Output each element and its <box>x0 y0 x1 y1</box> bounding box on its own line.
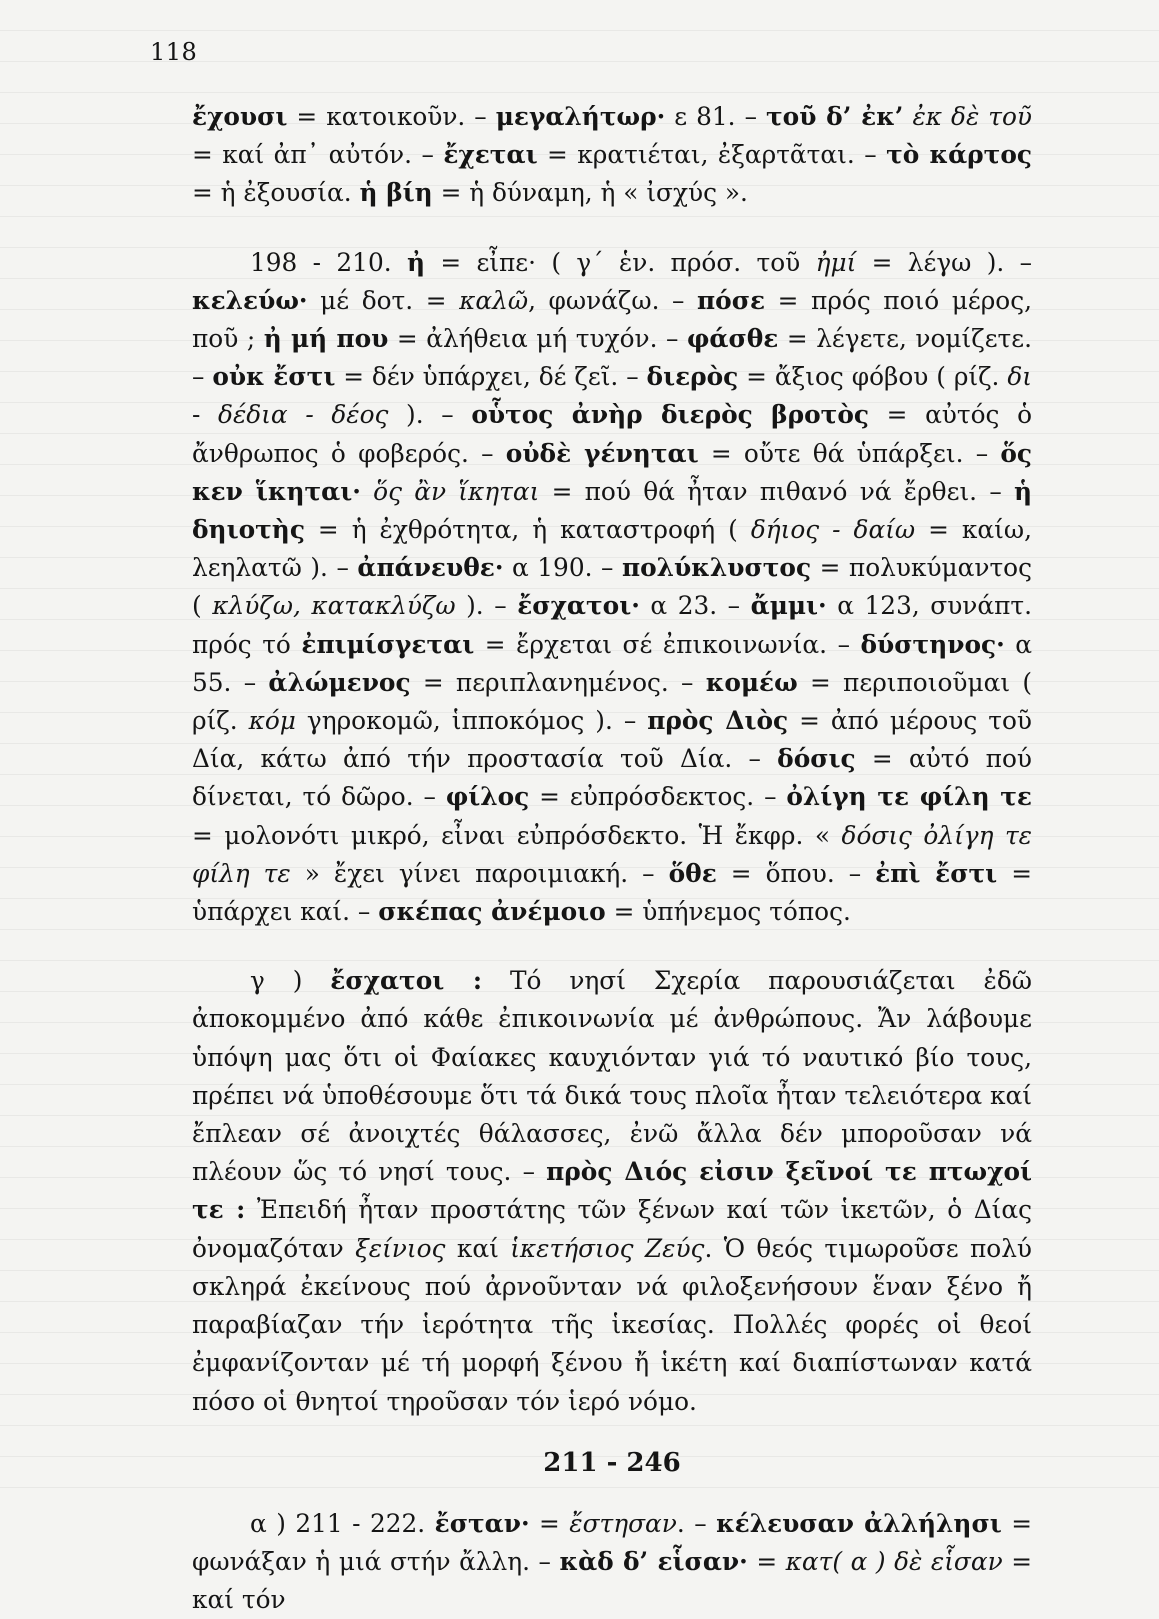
paragraph-1: ἔχουσι = κατοικοῦν. – μεγαλήτωρ· ε 81. – τοῦ δ’ ἐκ’ ἐκ δὲ τοῦ = καί ἀπ᾽ αὐτόν. – ἔχεται = κρατιέται, ἐξαρτᾶται. – τὸ κάρτος = ἡ ἐξουσία. ἡ βίη = ἡ δύναμη, ἡ « ἰσχύς ». <box>192 102 1032 208</box>
bold-term: ἠ <box>406 247 425 277</box>
bold-term: δύστηνος· <box>860 629 1005 659</box>
bold-term: ὅς κεν ἵκηται· <box>192 438 1032 506</box>
bold-term: μεγαλήτωρ· <box>495 102 666 131</box>
paragraph-4: α ) 211 - 222. ἔσταν· = ἔστησαν. – κέλευσαν ἀλλήλησι = φωνάξαν ἡ μιά στήν ἄλλη. – κὰδ δ’ εἷσαν· = κατ( α ) δὲ εἷσαν = καί τόν <box>192 1508 1032 1615</box>
italic-term: ἱκετήσιος Ζεύς <box>510 1233 705 1263</box>
bold-term: φίλος <box>445 782 530 812</box>
bold-term: ἔσχατοι : <box>330 966 483 996</box>
bold-term: φάσθε <box>686 324 779 354</box>
italic-term: κλύζω, κατακλύζω <box>212 591 456 621</box>
bold-term: ἔσχατοι· <box>517 591 640 621</box>
italic-term: ὅς ἂν ἵκηται <box>373 476 540 506</box>
main-text <box>192 98 1032 1619</box>
bold-term: πρὸς Διὸς <box>647 706 789 736</box>
bold-term: οὐδὲ γένηται <box>505 438 699 468</box>
bold-term: ἄμμι· <box>750 591 827 621</box>
bold-term: πολύκλυστος <box>621 553 812 583</box>
bold-term: ἡ δηιοτὴς <box>192 476 1033 545</box>
bold-term: πόσε <box>697 285 766 315</box>
bold-term: τοῦ δ’ ἐκ’ <box>765 102 904 131</box>
section-heading: 211 - 246 <box>543 1447 681 1478</box>
paragraph-gap <box>192 213 1032 244</box>
italic-term: καλῶ <box>459 285 529 315</box>
bold-term: ἀπάνευθε· <box>357 553 504 583</box>
italic-term: ξείνιος <box>355 1233 446 1263</box>
bold-term: ὀλίγη τε φίλη τε <box>786 782 1032 812</box>
bold-term: ἐπιμίσγεται <box>301 629 475 659</box>
bold-term: οὐκ ἔστι <box>212 362 336 392</box>
bold-term: κελεύω· <box>192 285 308 315</box>
paragraph-gap <box>192 931 1032 962</box>
bold-term: κομέω <box>705 667 798 697</box>
bold-term: ἔχεται <box>443 140 538 170</box>
italic-term: ἔστησαν <box>569 1508 677 1538</box>
italic-term: ἐκ δὲ τοῦ <box>912 102 1032 131</box>
bold-term: δόσις <box>777 744 856 774</box>
bold-term: ἠ μή που <box>263 324 389 354</box>
bold-term: κὰδ δ’ εἷσαν· <box>559 1546 748 1576</box>
italic-term: κατ( α ) δὲ εἷσαν <box>785 1546 1003 1576</box>
page-number: 118 <box>150 38 198 66</box>
italic-term: ἠμί <box>815 247 857 277</box>
bold-term: ἔχουσι <box>192 102 288 131</box>
bold-term: διερὸς <box>646 362 739 392</box>
italic-term: δήιος - δαίω <box>750 515 916 545</box>
bold-term: τὸ κάρτος <box>886 140 1032 170</box>
italic-term: κόμ <box>248 706 296 736</box>
paragraph-2: 198 - 210. ἠ = εἶπε· ( γ΄ ἑν. πρόσ. τοῦ ἠμί = λέγω ). – κελεύω· μέ δοτ. = καλῶ, φωνάζω. – πόσε = πρός ποιό μέρος, ποῦ ; ἠ μή που = ἀλήθεια μή τυχόν. – φάσθε = λέγετε, νομίζετε. – οὐκ ἔστι = δέν ὑπάρχει, δέ ζεῖ. – διερὸς = ἄξιος φόβου ( ρίζ. δι - δέδια - δέος ). – οὗτος ἀνὴρ διερὸς βροτὸς = αὐτός ὁ ἄνθρωπος ὁ φοβερός. – οὐδὲ γένηται = οὔτε θά ὑπάρξει. – ὅς κεν ἵκηται· ὅς ἂν ἵκηται = πού θά ἦταν πιθανό νά ἔρθει. – ἡ δηιοτὴς = ἡ ἐχθρότητα, ἡ καταστροφή ( δήιος - δαίω = καίω, λεηλατῶ ). – ἀπάνευθε· α 190. – πολύκλυστος = πολυκύμαντος ( κλύζω, κατακλύζω ). – ἔσχατοι· α 23. – ἄμμι· α 123, συνάπτ. πρός τό ἐπιμίσγεται = ἔρχεται σέ ἐπικοινωνία. – δύστηνος· α 55. – ἀλώμενος = περιπλανημένος. – κομέω = περιποιοῦμαι ( ρίζ. κόμ γηροκομῶ, ἱπποκόμος ). – πρὸς Διὸς = ἀπό μέρους τοῦ Δία, κάτω ἀπό τήν προστασία τοῦ Δία. – δόσις = αὐτό πού δίνεται, τό δῶρο. – φίλος = εὐπρόσδεκτος. – ὀλίγη τε φίλη τε = μολονότι μικρό, εἶναι εὐπρόσδεκτο. Ἡ ἔκφρ. « δόσις ὀλίγη τε φίλη τε » ἔχει γίνει παροιμιακή. – ὅθε = ὅπου. – ἐπὶ ἔστι = ὑπάρχει καί. – σκέπας ἀνέμοιο = ὑπήνεμος τόπος. <box>192 247 1033 927</box>
bold-term: πρὸς Διός εἰσιν ξεῖνοί τε πτωχοί τε : <box>192 1157 1032 1225</box>
bold-term: ἐπὶ ἔστι <box>875 858 998 888</box>
bold-term: ὅθε <box>668 858 717 888</box>
paragraph-3: γ ) ἔσχατοι : Τό νησί Σχερία παρουσιάζεται ἐδῶ ἀποκομμένο ἀπό κάθε ἐπικοινωνία μέ ἀνθρώπους. Ἄν λάβουμε ὑπόψη μας ὅτι οἱ Φαίακες καυχιόνταν γιά τό ναυτικό βίο τους, πρέπει νά ὑποθέσουμε ὅτι τά δικά τους πλοῖα ἦταν τελειότερα καί ἔπλεαν σέ ἀνοιχτές θάλασσες, ἐνῶ ἄλλα δέν μποροῦσαν νά πλέουν ὥς τό νησί τους. – πρὸς Διός εἰσιν ξεῖνοί τε πτωχοί τε : Ἐπειδή ἦταν προστάτης τῶν ξένων καί τῶν ἱκετῶν, ὁ Δίας ὀνομαζόταν ξείνιος καί ἱκετήσιος Ζεύς. Ὁ θεός τιμωροῦσε πολύ σκληρά ἐκείνους πού ἀρνοῦνταν νά φιλοξενήσουν ἕναν ξένο ἤ παραβίαζαν τήν ἱερότητα τῆς ἱκεσίας. Πολλές φορές οἱ θεοί ἐμφανίζονταν μέ τή μορφή ξένου ἤ ἱκέτη καί διαπίστωναν κατά πόσο οἱ θνητοί τηροῦσαν τόν ἱερό νόμο. <box>192 966 1033 1416</box>
italic-term: δόσις ὀλίγη τε φίλη τε <box>192 820 1032 888</box>
bold-term: οὗτος ἀνὴρ διερὸς βροτὸς <box>471 400 869 430</box>
bold-term: ἔσταν· <box>434 1508 530 1538</box>
bold-term: κέλευσαν ἀλλήλησι <box>716 1508 1002 1538</box>
bold-term: σκέπας ἀνέμοιο <box>378 897 606 927</box>
bold-term: ἡ βίη <box>359 178 433 208</box>
italic-term: δι <box>1007 362 1032 392</box>
italic-term: δέδια - δέος <box>218 400 389 430</box>
bold-term: ἀλώμενος <box>268 667 411 697</box>
